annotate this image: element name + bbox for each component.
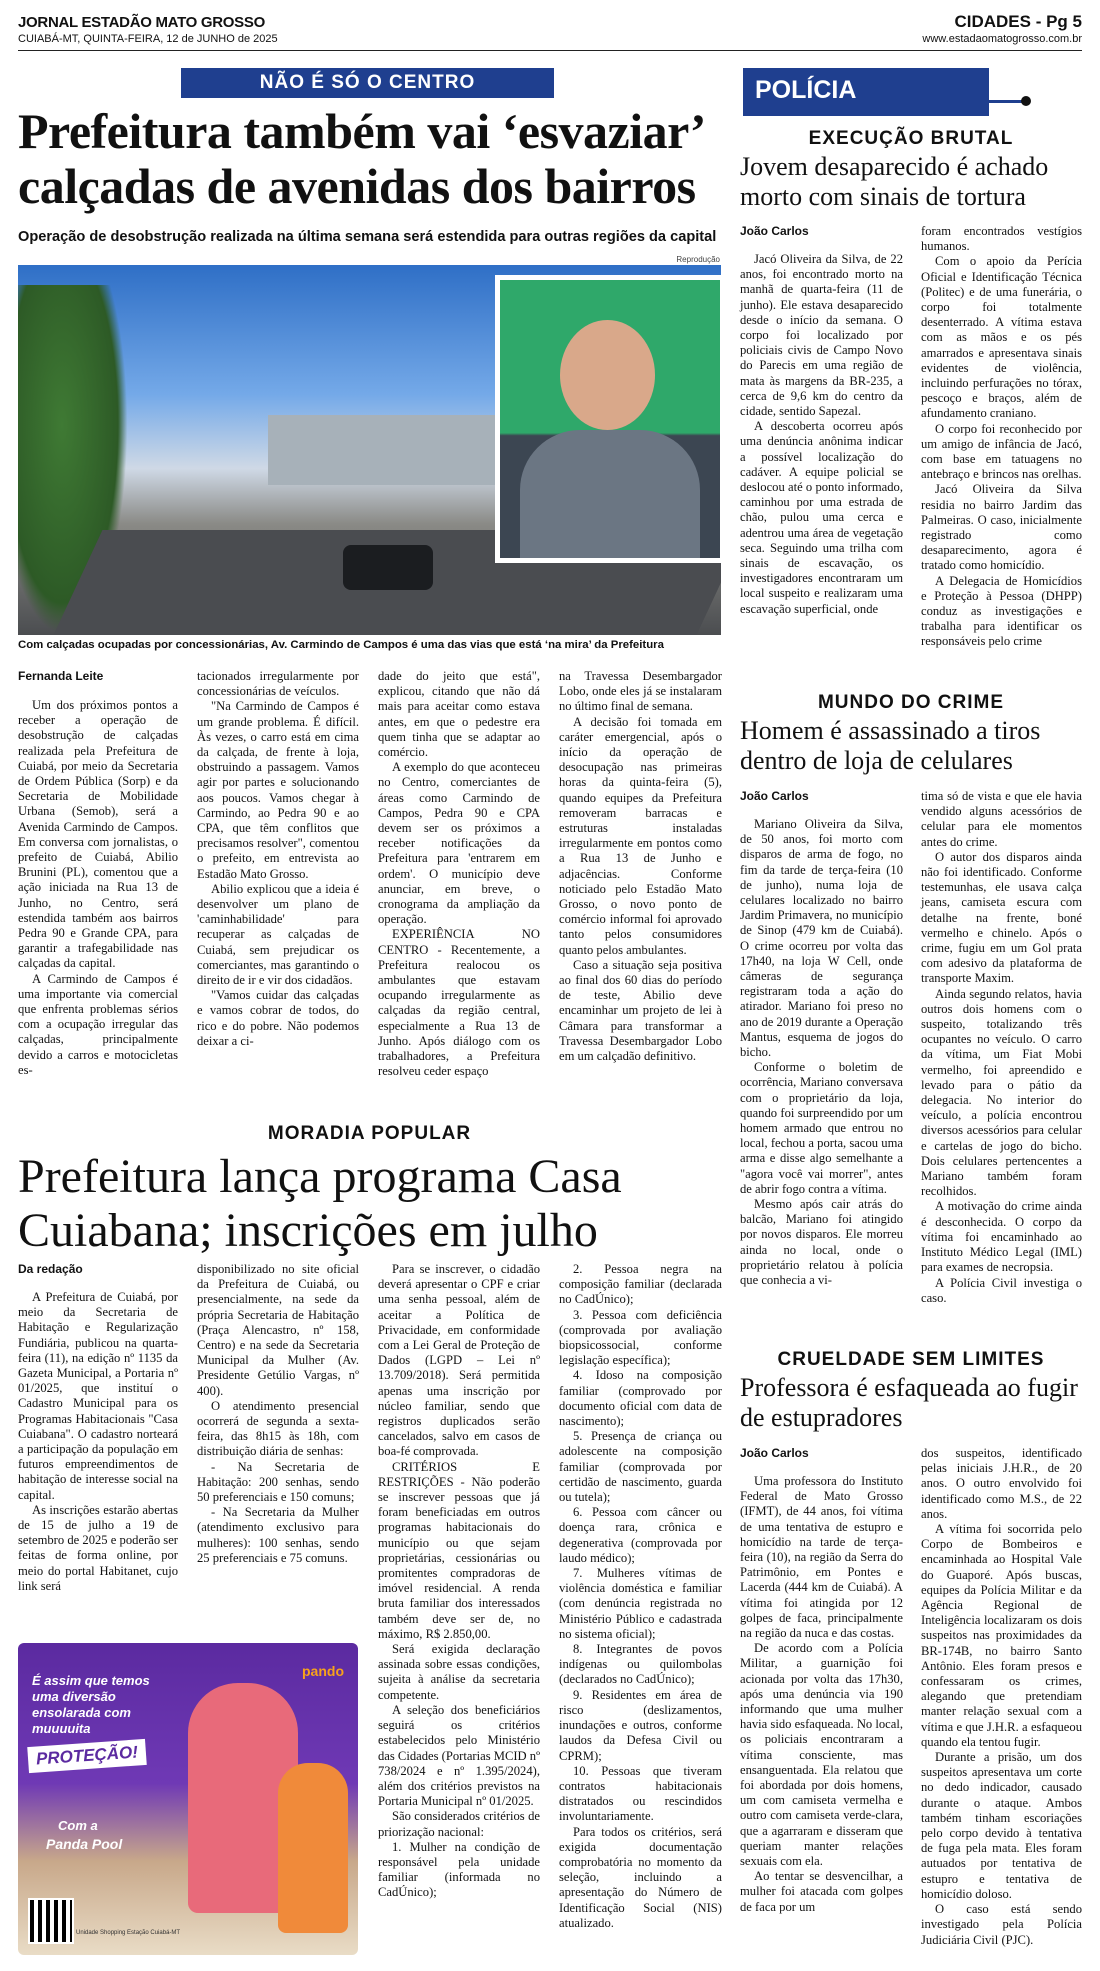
paragraph: Jacó Oliveira da Silva, de 22 anos, foi encontrado morto na manhã de quarta-feira (11 de junho). Ele estava desaparecido desde o início da semana. O corpo foi localizado por policiais civis de Campo Novo do Parecis em uma região de mata às margens da BR-235, a cerca de 9,6 km do centro da cidade, sentido Sapezal. — [740, 252, 903, 419]
paragraph: A Prefeitura de Cuiabá, por meio da Secretaria de Habitação e Regularização Fundiária, publicou na quarta-feira (11), na edição nº 1135 da Gazeta Municipal, a Portaria nº 01/2025, que instituí o Cadastro Municipal para os Programas Habitacionais "Casa Cuiabana". O cadastro norteará a participação da população em futuros empreendimentos de habitação de interesse social na capital. — [18, 1290, 178, 1502]
housing-col-4 — [559, 1262, 722, 1931]
lead-photo — [18, 265, 721, 635]
ad-tagline: É assim que temos uma diversão ensolarada com muuuuita — [32, 1673, 150, 1736]
paragraph: Um dos próximos pontos a receber a operação de desobstrução de calçadas realizada pela Prefeitura de Cuiabá, por meio da Secretaria de Ordem Pública (Sorp) e da Secretaria de Mobilidade Urbana (Semob), será a Avenida Carmindo de Campos. Em conversa com jornalistas, o prefeito de Cuiabá, Abilio Brunini (PL), comentou que a ação iniciada na Rua 13 de Junho, no Centro, será estendida também aos bairros Pedra 90 e Grande CPA, para garantir a trafegabilidade nas calçadas da capital. — [18, 698, 178, 971]
lead-col-3 — [378, 669, 540, 1079]
banner-dot — [1021, 96, 1031, 106]
paragraph: 8. Integrantes de povos indígenas ou quilombolas (declarados no CadÚnico); — [559, 1642, 722, 1687]
ad-product: Panda Pool — [46, 1836, 123, 1852]
police-story2-byline: João Carlos — [740, 789, 809, 803]
paragraph: Com o apoio da Perícia Oficial e Identificação Técnica (Politec) e de uma funerária, o corpo foi totalmente desenterrado. A vítima estava com as mãos e os pés amarrados e apresentava sinais evidentes de violência, incluindo perfurações no tórax, pescoço e braços, além de afundamento craniano. — [921, 254, 1082, 421]
police-story3-col-1 — [740, 1474, 903, 1915]
panda-pool-ad[interactable] — [18, 1643, 358, 1955]
housing-col-1 — [18, 1290, 178, 1594]
paragraph: A descoberta ocorreu após uma denúncia anônima indicar a possível localização do cadáver. A equipe policial se deslocou até o ponto informado, caminhou por uma estrada de chão, pulou uma cerca e adentrou uma área de vegetação seca. Seguindo uma trilha com sinais de escavação, os investigadores encontraram um local suspeito e realizaram uma escavação superficial, onde — [740, 419, 903, 616]
paragraph: A Delegacia de Homicídios e Proteção à Pessoa (DHPP) conduz as investigações e trabalha para identificar os responsáveis pelo crime — [921, 573, 1082, 649]
portrait-head — [560, 320, 655, 430]
lead-byline: Fernanda Leite — [18, 669, 104, 683]
paragraph: 4. Idoso na composição familiar (comprovado por documento oficial com data de nascimento); — [559, 1368, 722, 1429]
paragraph: Para todos os critérios, será exigida documentação comprobatória no momento da seleção, incluindo a apresentação do Número de Identificação Social (NIS) atualizado. — [559, 1824, 722, 1930]
police-story2-col-2 — [921, 789, 1082, 1306]
paragraph: Ainda segundo relatos, havia outros dois homens com o suspeito, totalizando três ocupantes no veículo. O carro da vítima, um Fiat Mobi vermelho, foi apreendido e levado para o pátio da delegacia. No interior do veículo, a polícia encontrou diversos acessórios para celular e cartelas de jogo do bicho. Dois celulares pertencentes a Mariano também foram recolhidos. — [921, 986, 1082, 1199]
paragraph: O corpo foi reconhecido por um amigo de infância de Jacó, com base em tatuagens no antebraço e brincos nas orelhas. — [921, 421, 1082, 482]
photo-credit: Reprodução — [676, 255, 720, 264]
ad-fine-print: Unidade Shopping Estação Cuiabá-MT — [76, 1930, 181, 1936]
housing-kicker: MORADIA POPULAR — [267, 1123, 472, 1144]
paragraph: São considerados critérios de priorização nacional: — [378, 1809, 540, 1839]
lead-col-1 — [18, 698, 178, 1078]
paragraph: 3. Pessoa com deficiência (comprovada por avaliação biopsicossocial, conforme legislação específica); — [559, 1307, 722, 1368]
paragraph: Caso a situação seja positiva ao final dos 60 dias do período de teste, Abilio deve encaminhar um projeto de lei à Câmara para transformar a Travessa Desembargador Lobo em um calçadão definitivo. — [559, 957, 722, 1064]
paragraph: EXPERIÊNCIA NO CENTRO - Recentemente, a Prefeitura realocou os ambulantes que estavam ocupando irregularmente as calçadas da região central, especialmente a Rua 13 de Junho. Após diálogo com os trabalhadores, a Prefeitura resolveu ceder espaço — [378, 927, 540, 1079]
paragraph: Mariano Oliveira da Silva, de 50 anos, foi morto com disparos de arma de fogo, no fim da tarde de terça-feira (10 de junho), numa loja de celulares localizado no bairro Jardim Primavera, no município de Sinop (479 km de Cuiabá). O crime ocorreu por volta das 17h40, na loja W Cell, onde câmeras de segurança registraram toda a ação do atirador. Mariano foi preso no ano de 2019 durante a Operação Mantus, esquema de jogos do bicho. — [740, 817, 903, 1060]
lead-caption: Com calçadas ocupadas por concessionárias, Av. Carmindo de Campos é uma das vias que está ‘na mira’ da Prefeitura — [18, 639, 664, 651]
paragraph: Uma professora do Instituto Federal de Mato Grosso (IFMT), de 44 anos, foi vítima de uma tentativa de estupro e homicídio na tarde de terça-feira (10), na região da Serra do Patrimônio, em Pontes e Lacerda (444 km de Cuiabá). A vítima foi atingida por 12 golpes de faca, principalmente na região da nuca e das costas. — [740, 1474, 903, 1641]
police-story2-kicker: MUNDO DO CRIME — [817, 692, 1005, 713]
paragraph: A Carmindo de Campos é uma importante via comercial que enfrenta problemas sérios com a ocupação irregular das calçadas, principalmente devido a carros e motocicletas es- — [18, 971, 178, 1077]
lead-kicker: NÃO É SÓ O CENTRO — [259, 72, 476, 93]
paragraph: O atendimento presencial ocorrerá de segunda a sexta-feira, das 8h15 às 18h, com distribuição diária de senhas: — [197, 1398, 359, 1459]
paragraph: O autor dos disparos ainda não foi identificado. Conforme testemunhas, ele usava calça jeans, camiseta escura com detalhe na frente, boné vermelho e chinelo. Após o crime, fugiu em um Gol prata com adesivo da plataforma de transporte Maxim. — [921, 849, 1082, 986]
paragraph: 10. Pessoas que tiveram contratos habitacionais distratados ou rescindidos involuntariamente. — [559, 1763, 722, 1824]
ad-tagline-emphasis: PROTEÇÃO! — [27, 1739, 147, 1773]
paragraph: Será exigida declaração assinada sobre essas condições, sujeita à análise da secretaria competente. — [378, 1642, 540, 1702]
website-link[interactable]: www.estadaomatogrosso.com.br — [922, 33, 1082, 45]
paragraph: A decisão foi tomada em caráter emergencial, após o início da operação de desocupação nas primeiras horas da quinta-feira (5), quando equipes da Prefeitura removeram barracas e estruturas instaladas irregularmente em pontos como a Rua 13 de Junho e adjacências. Conforme noticiado pelo Estadão Mato Grosso, o novo ponto de comércio informal foi aprovado tanto pelos consumidores quanto pelos ambulantes. — [559, 714, 722, 957]
dateline: CUIABÁ-MT, QUINTA-FEIRA, 12 de JUNHO de 2025 — [18, 33, 278, 45]
section-page: CIDADES - Pg 5 — [954, 12, 1082, 31]
paragraph: 9. Residentes em área de risco (deslizamentos, inundações e outros, conforme laudos da Defesa Civil ou CPRM); — [559, 1687, 722, 1763]
car — [343, 545, 433, 590]
paragraph: O caso está sendo investigado pela Polícia Judiciária Civil (PJC). — [921, 1902, 1082, 1947]
lead-headline: Prefeitura também vai ‘esvaziar’ calçadas de avenidas dos bairros — [18, 103, 703, 214]
paragraph: - Na Secretaria da Mulher (atendimento exclusivo para mulheres): 100 senhas, sendo 25 preferenciais e 75 comuns. — [197, 1505, 359, 1565]
paragraph: Durante a prisão, um dos suspeitos apresentava um corte no dedo indicador, causado durante o ataque. Ambos também tinham escoriações pelo corpo devido à tentativa de fuga pela mata. Eles foram autuados por tentativa de estupro e tentativa de homicídio doloso. — [921, 1750, 1082, 1901]
paragraph: A Polícia Civil investiga o caso. — [921, 1275, 1082, 1305]
lead-col-2 — [197, 669, 359, 1049]
paragraph: "Na Carmindo de Campos é um grande problema. É difícil. Às vezes, o carro está em cima da calçada, de frente à loja, obstruindo a passagem. Vamos agir por partes e solucionando aos poucos. Vamos chegar à Carmindo, ao Pedra 90 e ao CPA, que têm conflitos que precisamos resolver", comentou o prefeito, em entrevista ao Estadão Mato Grosso. — [197, 699, 359, 881]
ad-brand-logo: pando — [302, 1663, 344, 1679]
paragraph: CRITÉRIOS E RESTRIÇÕES - Não poderão se inscrever pessoas que já foram beneficiadas em outros programas habitacionais do município ou que sejam proprietárias, cessionárias ou promitentes compradoras de imóvel residencial. A renda bruta familiar dos interessados também deve ser de, no máximo, R$ 2.850,00. — [378, 1459, 540, 1641]
inset-portrait — [495, 275, 721, 563]
paragraph: De acordo com a Polícia Militar, a guarnição foi acionada por volta das 17h30, após uma denúncia via 190 informando que uma mulher havia sido esfaqueada. No local, os policiais encontraram a vítima consciente, mas ensanguentada. Ela relatou que foi abordada por dois homens, um com camiseta vermelha e outro com camiseta verde-clara, que a agarraram e disseram que queriam manter relações sexuais com ela. — [740, 1641, 903, 1869]
paragraph: tima só de vista e que ele havia vendido alguns acessórios de celular para ele momentos antes do crime. — [921, 789, 1082, 849]
police-story1-col-1 — [740, 252, 903, 617]
paragraph: 2. Pessoa negra na composição familiar (declarada no CadÚnico); — [559, 1262, 722, 1307]
police-story3-headline: Professora é esfaqueada ao fugir de estupradores — [740, 1373, 1078, 1432]
paragraph: A seleção dos beneficiários seguirá os critérios estabelecidos pelo Ministério das Cidades (Portarias MCID nº 738/2024 e nº 1.395/2024), além dos critérios previstos na Portaria Municipal nº 01/2025. — [378, 1702, 541, 1809]
paragraph: Jacó Oliveira da Silva residia no bairro Jardim das Palmeiras. O caso, inicialmente registrado como desaparecimento, agora é tratado como homicídio. — [921, 482, 1082, 573]
police-story3-kicker: CRUELDADE SEM LIMITES — [777, 1349, 1045, 1370]
paragraph: Ao tentar se desvencilhar, a mulher foi atacada com golpes de faca por um — [740, 1869, 903, 1914]
paper-name: JORNAL ESTADÃO MATO GROSSO — [18, 14, 265, 31]
paragraph: tacionados irregularmente por concessionárias de veículos. — [197, 669, 359, 699]
paragraph: Para se inscrever, o cidadão deverá apresentar o CPF e criar uma senha pessoal, além de aceitar a Política de Privacidade, em conformidade com a Lei Geral de Proteção de Dados (LGPD – Lei nº 13.709/2018). Será permitida apenas uma inscrição por núcleo familiar, sendo que registros duplicados serão cancelados, salvo em casos de boa-fé comprovada. — [378, 1262, 540, 1459]
paragraph: 7. Mulheres vítimas de violência doméstica e familiar (com denúncia registrada no Ministério Público e cadastrada no sistema oficial); — [559, 1566, 722, 1641]
lead-kicker-banner — [181, 68, 554, 98]
police-story3-byline: João Carlos — [740, 1446, 809, 1460]
header-rule — [18, 50, 1082, 51]
paragraph: 5. Presença de criança ou adolescente na composição familiar (comprovada por certidão de nascimento, guarda ou tutela); — [559, 1429, 722, 1505]
ad-with: Com a — [58, 1818, 98, 1833]
police-story1-col-2 — [921, 224, 1082, 650]
police-story1-headline: Jovem desaparecido é achado morto com sinais de tortura — [740, 152, 1049, 211]
housing-byline: Da redação — [18, 1262, 83, 1276]
paragraph: As inscrições estarão abertas de 15 de julho a 19 de setembro de 2025 e poderão ser feitas de forma online, por meio do portal Habitanet, cujo link será — [18, 1502, 178, 1593]
police-story1-byline: João Carlos — [740, 224, 809, 238]
police-story2-headline: Homem é assassinado a tiros dentro de loja de celulares — [740, 716, 1041, 775]
paragraph: A vítima foi socorrida pelo Corpo de Bombeiros e encaminhada ao Hospital Vale do Guaporé. Após buscas, equipes da Polícia Militar e da Agência Regional de Inteligência localizaram os dois suspeitos nas proximidades da BR-174B, no bairro Santo Antônio. Eles foram presos e confessaram os crimes, alegando que pretendiam manter relação sexual com a vítima e que J.H.R. a esfaqueou quando ela tentou fugir. — [921, 1522, 1082, 1749]
paragraph: Conforme o boletim de ocorrência, Mariano conversava com o proprietário da loja, quando foi surpreendido por um homem armado que entrou no local, fechou a porta, sacou uma arma e disse algo semelhante a "agora você vai morrer", antes de abrir fogo contra a vítima. — [740, 1060, 903, 1196]
housing-col-2 — [197, 1262, 359, 1566]
paragraph: disponibilizado no site oficial da Prefeitura de Cuiabá, ou presencialmente, na sede da própria Secretaria de Habitação (Praça Alencastro, nº 158, Centro) e na sede da Secretaria Municipal da Mulher (Av. Presidente Getúlio Vargas, nº 400). — [197, 1262, 359, 1398]
police-section-label: POLÍCIA — [755, 76, 857, 104]
building — [268, 415, 498, 485]
paragraph: 6. Pessoa com câncer ou doença rara, crônica e degenerativa (comprovada por laudo médico); — [559, 1505, 722, 1565]
paragraph: A exemplo do que aconteceu no Centro, comerciantes de áreas como Carmindo de Campos, Pedra 90 e CPA devem ser os próximos a receber notificações da Prefeitura para 'entrarem em ordem'. O município deve anunciar, em breve, o cronograma da ampliação da operação. — [378, 760, 540, 927]
lead-col-4 — [559, 669, 722, 1064]
paragraph: "Vamos cuidar das calçadas e vamos cobrar de todos, do rico e do pobre. Não podemos deixar a ci- — [197, 988, 359, 1048]
police-story3-col-2 — [921, 1446, 1082, 1948]
paragraph: na Travessa Desembargador Lobo, onde eles já se instalaram no último final de semana. — [559, 669, 722, 714]
paragraph: dos suspeitos, identificado pelas iniciais J.H.R., de 20 anos. O outro envolvido foi identificado como M.S., de 22 anos. — [921, 1446, 1082, 1521]
paragraph: Mesmo após cair atrás do balcão, Mariano foi atingido por novos disparos. Ele morreu ainda no local, onde o proprietário relatou à polícia que conhecia a vi- — [740, 1197, 903, 1288]
ad-child-2 — [278, 1763, 348, 1933]
housing-headline: Prefeitura lança programa Casa Cuiabana; inscrições em julho — [18, 1150, 622, 1257]
police-story2-col-1 — [740, 817, 903, 1288]
paragraph: 1. Mulher na condição de responsável pela unidade familiar (informada no CadÚnico); — [378, 1839, 540, 1900]
paragraph: Abilio explicou que a ideia é desenvolver um plano de 'caminhabilidade' para recuperar as calçadas de Cuiabá, sem prejudicar os comerciantes, mas garantindo o direito de ir e vir dos cidadãos. — [197, 881, 359, 988]
police-story1-kicker: EXECUÇÃO BRUTAL — [808, 128, 1014, 149]
housing-col-3 — [378, 1262, 540, 1901]
paragraph: A motivação do crime ainda é desconhecida. O corpo da vítima foi encaminhado ao Instituto Médico Legal (IML) para exames de necropsia. — [921, 1199, 1082, 1275]
qr-code-icon — [28, 1898, 74, 1944]
paragraph: dade do jeito que está", explicou, citando que não dá mais para aceitar como estava antes, em que o pedestre era quem tinha que se adaptar ao comércio. — [378, 669, 540, 760]
police-section-banner — [743, 68, 989, 116]
paragraph: foram encontrados vestígios humanos. — [921, 224, 1082, 254]
paragraph: - Na Secretaria de Habitação: 200 senhas, sendo 50 preferenciais e 150 comuns; — [197, 1459, 359, 1505]
portrait-body — [520, 430, 700, 558]
lead-subhead: Operação de desobstrução realizada na última semana será estendida para outras regiões da capital — [18, 229, 717, 245]
